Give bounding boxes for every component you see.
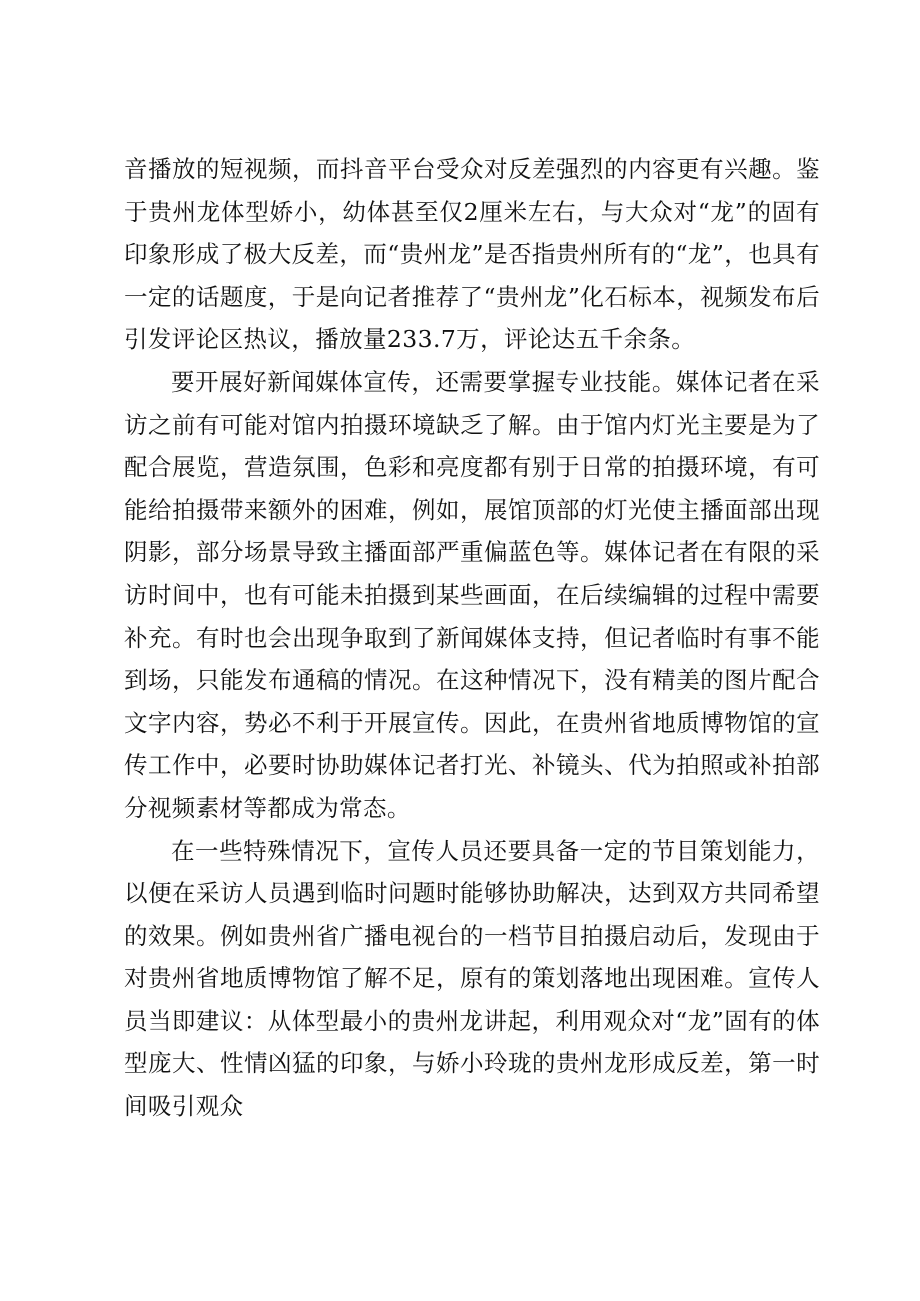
document-body	[124, 148, 820, 1128]
paragraph-media-skills: 要开展好新闻媒体宣传，还需要掌握专业技能。媒体记者在采访之前有可能对馆内拍摄环境缺乏了解。由于馆内灯光主要是为了配合展览，营造氛围，色彩和亮度都有别于日常的拍摄环境，有可能给拍摄带来额外的困难，例如，展馆顶部的灯光使主播面部出现阴影，部分场景导致主播面部严重偏蓝色等。媒体记者在有限的采访时间中，也有可能未拍摄到某些画面，在后续编辑的过程中需要补充。有时也会出现争取到了新闻媒体支持，但记者临时有事不能到场，只能发布通稿的情况。在这种情况下，没有精美的图片配合文字内容，势必不利于开展宣传。因此，在贵州省地质博物馆的宣传工作中，必要时协助媒体记者打光、补镜头、代为拍照或补拍部分视频素材等都成为常态。	[124, 367, 820, 822]
paragraph-continued: 音播放的短视频，而抖音平台受众对反差强烈的内容更有兴趣。鉴于贵州龙体型娇小，幼体甚至仅2厘米左右，与大众对“龙”的固有印象形成了极大反差，而“贵州龙”是否指贵州所有的“龙”，也具有一定的话题度，于是向记者推荐了“贵州龙”化石标本，视频发布后引发评论区热议，播放量233.7万，评论达五千余条。	[124, 155, 820, 354]
paragraph-program-planning: 在一些特殊情况下，宣传人员还要具备一定的节目策划能力，以便在采访人员遇到临时问题时能够协助解决，达到双方共同希望的效果。例如贵州省广播电视台的一档节目拍摄启动后，发现由于对贵州省地质博物馆了解不足，原有的策划落地出现困难。宣传人员当即建议：从体型最小的贵州龙讲起，利用观众对“龙”固有的体型庞大、性情凶猛的印象，与娇小玲珑的贵州龙形成反差，第一时间吸引观众	[124, 836, 820, 1121]
